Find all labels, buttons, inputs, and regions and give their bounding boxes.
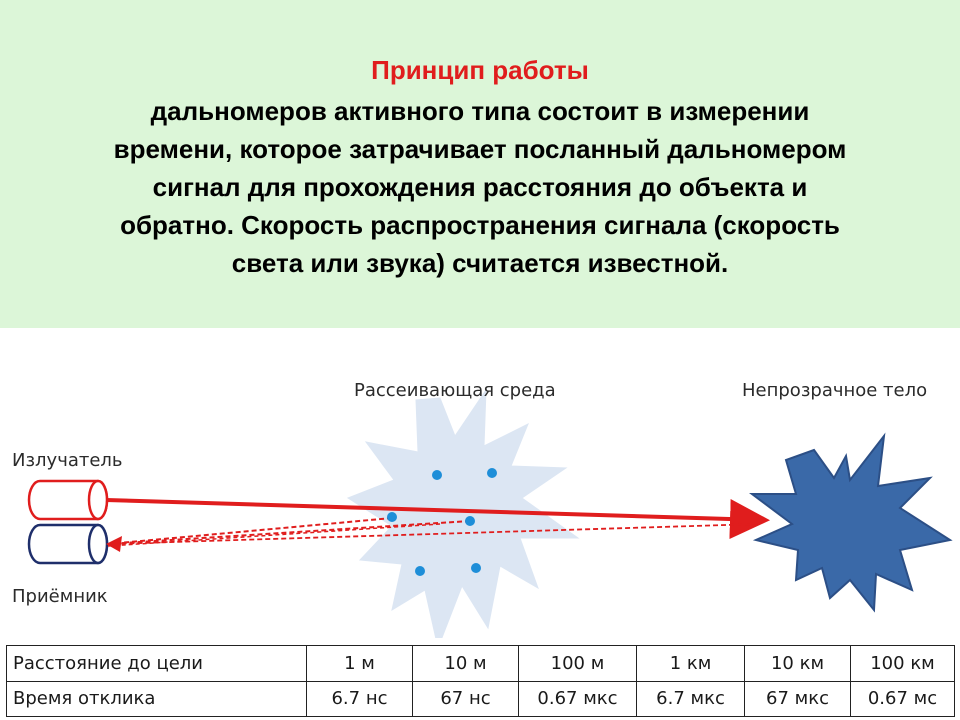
table-cell: 67 мкс [745, 681, 851, 717]
table-cell: 1 км [637, 646, 745, 682]
table-cell: 1 м [307, 646, 413, 682]
table-cell: 6.7 мкс [637, 681, 745, 717]
opaque-body-label: Непрозрачное тело [742, 380, 928, 401]
table-cell: 0.67 мс [851, 681, 955, 717]
description-line: времени, которое затрачивает посланный дальномером [113, 134, 847, 164]
table-cell: 100 км [851, 646, 955, 682]
row-label-response-time: Время отклика [7, 681, 307, 717]
description-line: обратно. Скорость распространения сигнала (скорость [120, 210, 840, 240]
table-row [7, 681, 955, 717]
table-cell: 6.7 нс [307, 681, 413, 717]
opaque-body-shape [752, 436, 950, 610]
row-label-distance: Расстояние до цели [7, 646, 307, 682]
table-cell: 10 м [413, 646, 519, 682]
header-panel [0, 0, 960, 328]
description-text [0, 92, 960, 282]
page-title: Принцип работы [371, 55, 589, 85]
table-cell: 0.67 мкс [519, 681, 637, 717]
receiver-cylinder [29, 525, 107, 563]
table-cell: 100 м [519, 646, 637, 682]
description-line: сигнал для прохождения расстояния до объекта и [152, 172, 808, 202]
emitter-label: Излучатель [12, 450, 123, 471]
diagram-svg [0, 328, 960, 638]
distance-time-table [6, 645, 955, 717]
scattering-medium-label: Рассеивающая среда [354, 380, 556, 401]
table-row [7, 646, 955, 682]
description-line: дальномеров активного типа состоит в измерении [150, 96, 810, 126]
table-cell: 67 нс [413, 681, 519, 717]
emitter-cylinder [29, 481, 107, 519]
rangefinder-diagram [0, 328, 960, 638]
receiver-label: Приёмник [12, 586, 108, 607]
table-cell: 10 км [745, 646, 851, 682]
description-line: света или звука) считается известной. [231, 248, 729, 278]
